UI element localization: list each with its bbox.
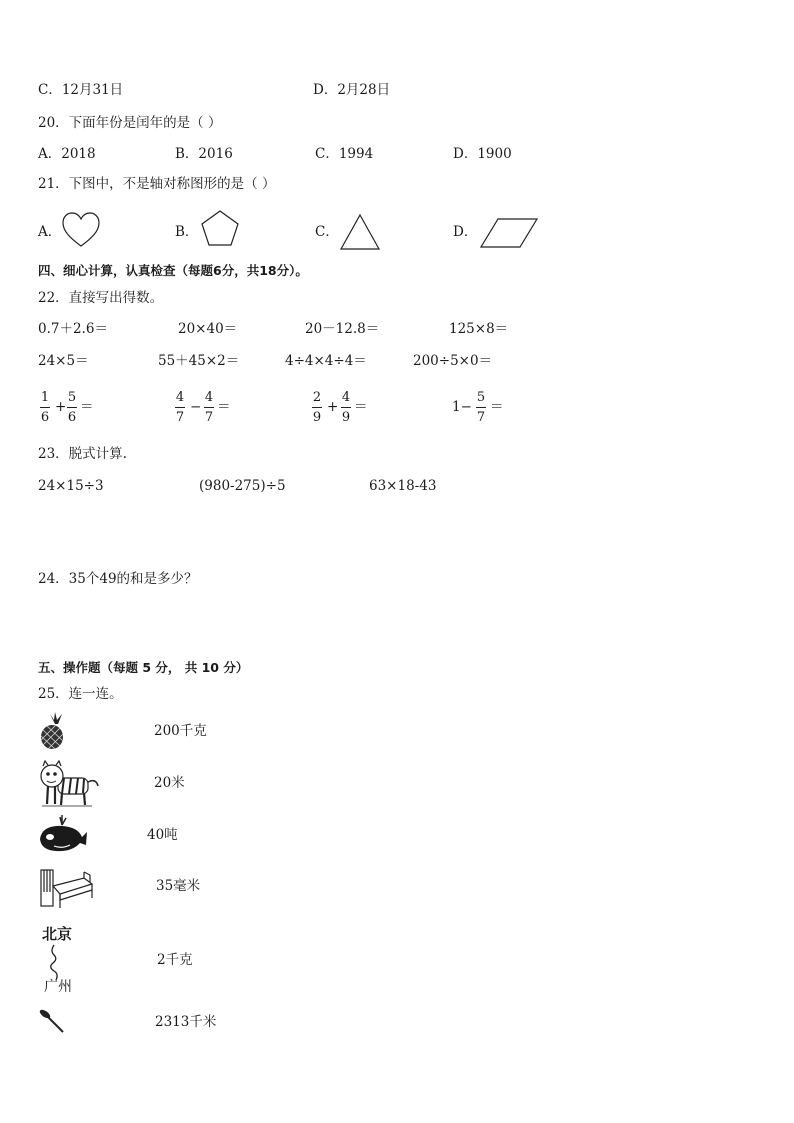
q21-stem: 21．下图中，不是轴对称图形的是（ ）	[38, 176, 276, 192]
q19-option-d: D．2月28日	[313, 82, 391, 98]
operator: +	[55, 399, 67, 415]
q22-stem: 22．直接写出得数。	[38, 290, 164, 306]
q22-row1-item: 20－12.8＝	[305, 321, 380, 337]
denominator: 6	[40, 410, 50, 425]
q20-stem: 20．下面年份是闰年的是（ ）	[38, 115, 222, 131]
numerator: 1	[40, 390, 50, 405]
route-line-icon	[42, 945, 82, 981]
fraction	[40, 391, 50, 424]
q23-item: 63×18-43	[369, 478, 437, 494]
q22-row1-item: 20×40＝	[178, 321, 238, 337]
numerator: 4	[204, 390, 214, 405]
q25-label: 40吨	[147, 827, 178, 843]
q20-option-a: A．2018	[38, 146, 96, 162]
q22-row2-item: 200÷5×0＝	[413, 353, 493, 369]
fraction	[175, 391, 185, 424]
operator: +	[327, 399, 339, 415]
fraction	[341, 391, 351, 424]
section-4-title: 四、细心计算，认真检查（每题6分，共18分）。	[38, 263, 308, 278]
equals: ＝	[490, 399, 504, 415]
q20-option-b: B．2016	[175, 146, 233, 162]
q22-row2-item: 4÷4×4÷4＝	[285, 353, 367, 369]
parallelogram-shape-icon	[480, 218, 538, 248]
denominator: 7	[175, 410, 185, 425]
heart-shape-icon	[62, 212, 100, 248]
equals: ＝	[217, 399, 231, 415]
numerator: 5	[67, 390, 77, 405]
q23-item: 24×15÷3	[38, 478, 104, 494]
q22-row2-item: 24×5＝	[38, 353, 89, 369]
equals: ＝	[354, 399, 368, 415]
tiger-icon	[38, 760, 100, 808]
fraction	[204, 391, 214, 424]
q25-label: 2313千米	[155, 1014, 217, 1030]
operator: −	[190, 399, 202, 415]
q22-row1-item: 0.7＋2.6＝	[38, 321, 108, 337]
q21-option-a-label: A．	[38, 224, 62, 240]
numerator: 4	[175, 390, 185, 405]
bed-icon	[38, 866, 96, 910]
q21-option-d-label: D．	[453, 224, 478, 240]
denominator: 6	[67, 410, 77, 425]
q23-item: (980-275)÷5	[199, 478, 286, 494]
numerator: 4	[341, 390, 351, 405]
q21-option-c-label: C．	[315, 224, 339, 240]
q25-label: 20米	[154, 775, 185, 791]
denominator: 9	[312, 410, 322, 425]
q23-stem: 23．脱式计算.	[38, 446, 127, 462]
q20-option-c: C．1994	[315, 146, 374, 162]
fraction	[67, 391, 77, 424]
denominator: 9	[341, 410, 351, 425]
q25-stem: 25．连一连。	[38, 686, 123, 702]
numerator: 2	[312, 390, 322, 405]
denominator: 7	[476, 410, 486, 425]
denominator: 7	[204, 410, 214, 425]
fraction	[476, 391, 486, 424]
q25-label: 200千克	[154, 723, 207, 739]
q19-option-c: C．12月31日	[38, 82, 124, 98]
q20-option-d: D．1900	[453, 146, 512, 162]
map-label-beijing: 北京	[42, 925, 73, 943]
nail-icon	[38, 1008, 68, 1036]
fraction	[312, 391, 322, 424]
q21-option-b-label: B．	[175, 224, 199, 240]
q25-label: 35毫米	[156, 878, 201, 894]
whale-icon	[38, 813, 88, 853]
pentagon-shape-icon	[201, 210, 239, 246]
pineapple-icon	[38, 712, 72, 750]
numerator: 5	[476, 390, 486, 405]
q22-row2-item: 55＋45×2＝	[158, 353, 240, 369]
q25-label: 2千克	[157, 952, 193, 968]
equals: ＝	[80, 399, 94, 415]
q24-stem: 24．35个49的和是多少？	[38, 571, 198, 587]
q22-row1-item: 125×8＝	[449, 321, 509, 337]
triangle-shape-icon	[340, 214, 380, 250]
whole-minus: 1−	[452, 399, 472, 415]
map-label-guangzhou: 广州	[44, 979, 72, 995]
section-5-title: 五、操作题（每题 5 分， 共 10 分）	[38, 660, 249, 675]
